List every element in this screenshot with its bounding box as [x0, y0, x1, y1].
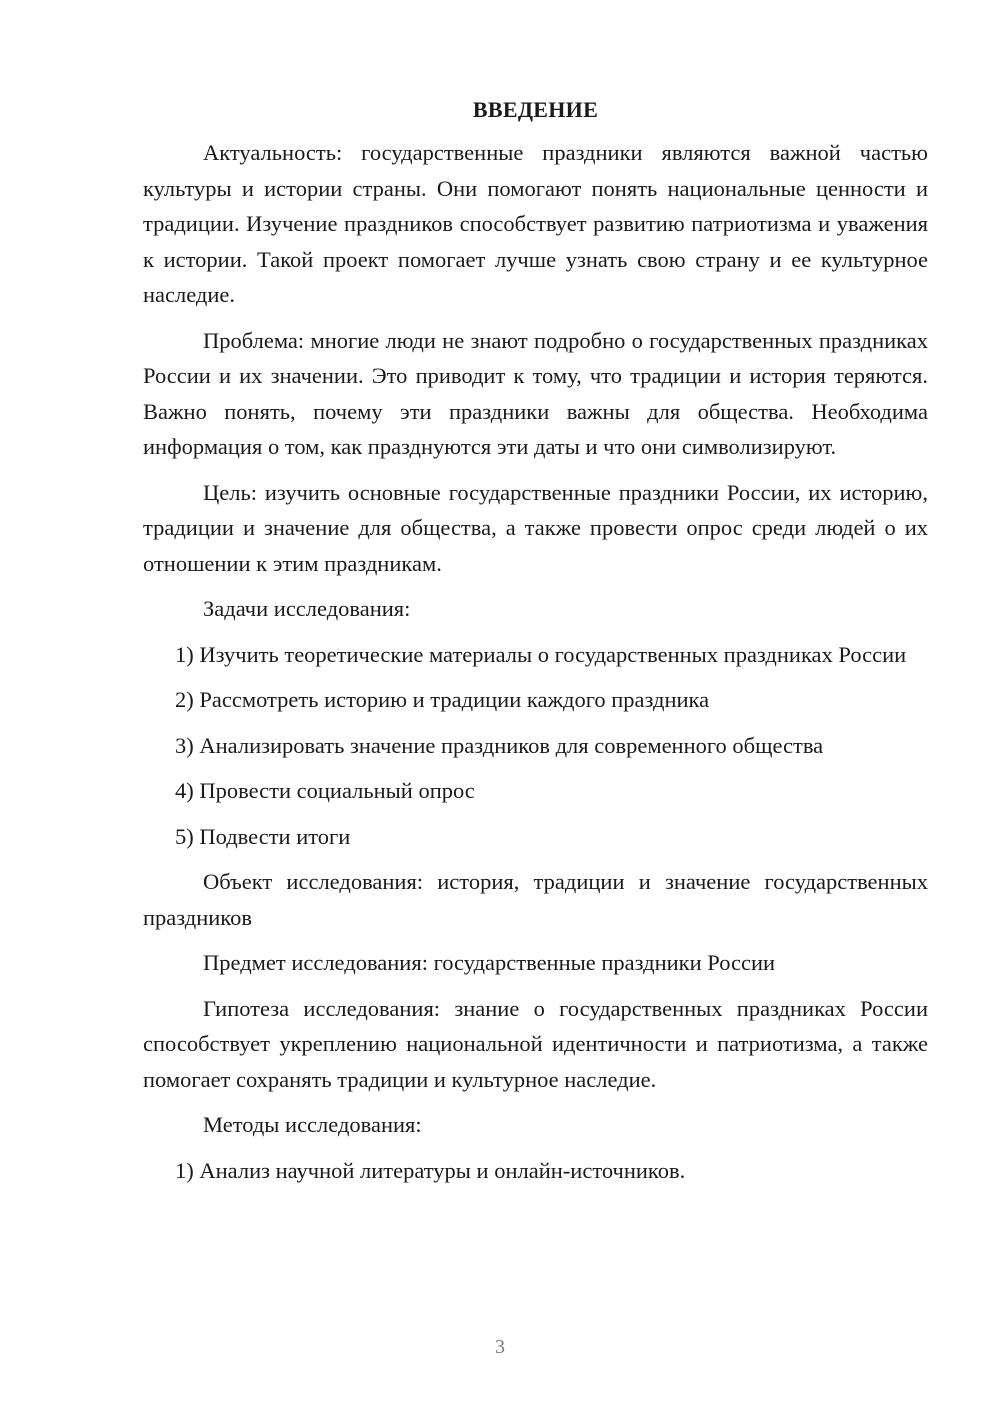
- object-paragraph: Объект исследования: история, традиции и значение государственных праздников: [143, 869, 928, 930]
- hypothesis-paragraph: Гипотеза исследования: знание о государственных праздниках России способствует укреплению национальной идентичности и патриотизма, а также помогает сохранять традиции и культурное наследие.: [143, 995, 928, 1092]
- task-item: 2) Рассмотреть историю и традиции каждого праздника: [175, 687, 710, 712]
- problem-paragraph: Проблема: многие люди не знают подробно о государственных праздниках России и их значении. Это приводит к тому, что традиции и история теряются. Важно понять, почему эти праздники важны для общества. Необходима информация о том, как празднуются эти даты и что они символизируют.: [143, 327, 928, 459]
- task-item: 3) Анализировать значение праздников для современного общества: [175, 732, 824, 758]
- task-item: 4) Провести социальный опрос: [175, 778, 475, 803]
- goal-paragraph: Цель: изучить основные государственные праздники России, их историю, традиции и значение для общества, а также провести опрос среди людей о их отношении к этим праздникам.: [143, 479, 928, 576]
- tasks-heading: Задачи исследования:: [203, 596, 411, 621]
- subject-paragraph: Предмет исследования: государственные праздники России: [203, 950, 776, 975]
- relevance-paragraph: Актуальность: государственные праздники являются важной частью культуры и истории страны. Они помогают понять национальные ценности и традиции. Изучение праздников способствует развитию патриотизма и уважения к истории. Такой проект помогает лучше узнать свою страну и ее культурное наследие.: [143, 140, 928, 307]
- task-item: 5) Подвести итоги: [175, 823, 351, 849]
- page-number: 3: [495, 1336, 505, 1358]
- section-title: ВВЕДЕНИЕ: [472, 97, 599, 122]
- page-content: [143, 95, 928, 1198]
- method-item: 1) Анализ научной литературы и онлайн-источников.: [175, 1157, 686, 1183]
- task-item: 1) Изучить теоретические материалы о государственных праздниках России: [175, 641, 907, 667]
- methods-heading: Методы исследования:: [203, 1112, 422, 1137]
